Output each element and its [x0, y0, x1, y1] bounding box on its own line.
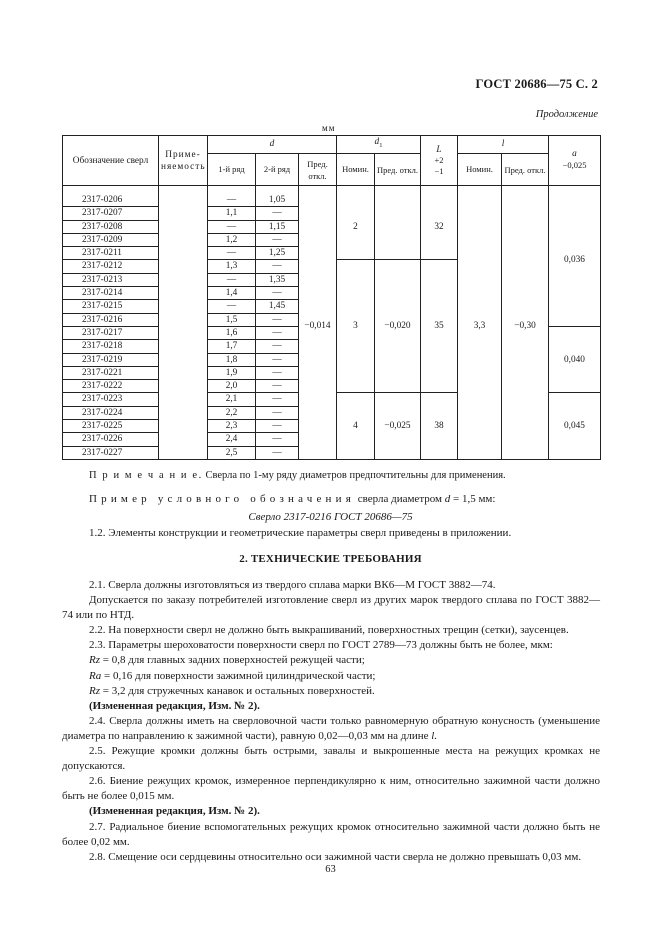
diameter-row1: 1,7 — [208, 340, 256, 353]
page-header: ГОСТ 20686—75 С. 2 — [475, 77, 598, 91]
l-tolerance: −0,30 — [502, 186, 549, 460]
d1-tolerance: −0,020 — [375, 260, 421, 393]
roughness-rz-1: Rz = 0,8 для главных задних поверхностей режущей части; — [89, 654, 365, 667]
d1-tolerance: −0,025 — [375, 393, 421, 459]
paragraph-2-2: 2.2. На поверхности сверл не должно быть выкрашиваний, поверхностных трещин (сетки), заусенцев. — [89, 624, 569, 637]
length-nominal: 32 — [421, 186, 458, 260]
drill-code: 2317-0222 — [63, 380, 159, 393]
diameter-row1: 1,3 — [208, 260, 256, 273]
header-d: d — [208, 136, 337, 154]
diameter-row2: — — [256, 353, 299, 366]
diameter-row2: 1,35 — [256, 273, 299, 286]
diameter-row2: 1,15 — [256, 220, 299, 233]
diameter-row2: — — [256, 380, 299, 393]
header-L: L +2 −1 — [421, 136, 458, 186]
drill-code: 2317-0214 — [63, 287, 159, 300]
diameter-row1: — — [208, 300, 256, 313]
roughness-rz-2: Rz = 3,2 для стружечных канавок и остальных поверхностей. — [89, 684, 375, 697]
diameter-row1: 2,0 — [208, 380, 256, 393]
header-d1-tol: Пред. откл. — [375, 154, 421, 186]
a-nominal: 0,036 — [549, 186, 601, 327]
diameter-tolerance: −0,014 — [299, 186, 337, 460]
header-l: l — [458, 136, 549, 154]
diameter-row1: — — [208, 220, 256, 233]
diameter-row2: — — [256, 340, 299, 353]
diameter-row1: 1,9 — [208, 366, 256, 379]
diameter-row2: — — [256, 366, 299, 379]
revision-note-1: (Измененная редакция, Изм. № 2). — [89, 699, 260, 712]
drill-code: 2317-0221 — [63, 366, 159, 379]
header-d1-nom: Номин. — [337, 154, 375, 186]
drill-code: 2317-0219 — [63, 353, 159, 366]
diameter-row1: 1,2 — [208, 233, 256, 246]
diameter-row2: — — [256, 446, 299, 459]
diameter-row2: — — [256, 313, 299, 326]
diameter-row1: 2,3 — [208, 420, 256, 433]
d1-tolerance-blank — [375, 186, 421, 260]
page-number: 63 — [325, 864, 336, 875]
roughness-ra: Ra = 0,16 для поверхности зажимной цилиндрической части; — [89, 669, 376, 682]
paragraph-2-8: 2.8. Смещение оси сердцевины относительно оси зажимной части сверла не должно превышать 0,03 мм. — [89, 850, 582, 863]
paragraph-2-1-b: Допускается по заказу потребителей изготовление сверл из других марок твердого сплава по ГОСТ 3882—74 или по НТД. — [62, 594, 600, 622]
diameter-row1: — — [208, 247, 256, 260]
drill-code: 2317-0217 — [63, 326, 159, 339]
diameter-row2: 1,25 — [256, 247, 299, 260]
applicability-cell — [159, 186, 208, 460]
paragraph-2-5: 2.5. Режущие кромки должны быть острыми, завалы и выкрошенные места на режущих кромках не допускаются. — [62, 745, 600, 773]
length-nominal: 35 — [421, 260, 458, 393]
diameter-row1: 2,4 — [208, 433, 256, 446]
header-d-row2: 2-й ряд — [256, 154, 299, 186]
header-l-nom: Номин. — [458, 154, 502, 186]
diameter-row1: — — [208, 273, 256, 286]
header-d1: $d_1$ — [337, 136, 421, 154]
header-l-tol: Пред. откл. — [502, 154, 549, 186]
diameter-row2: — — [256, 420, 299, 433]
paragraph-2-7: 2.7. Радиальное биение вспомогательных режущих кромок относительно зажимной части должно быть не более 0,02 мм. — [62, 820, 600, 848]
d1-nominal: 4 — [337, 393, 375, 459]
drill-code: 2317-0224 — [63, 406, 159, 419]
paragraph-2-1: 2.1. Сверла должны изготовляться из твердого сплава марки ВК6—М ГОСТ 3882—74. — [89, 579, 496, 591]
drill-code: 2317-0223 — [63, 393, 159, 406]
diameter-row2: — — [256, 326, 299, 339]
drill-code: 2317-0213 — [63, 273, 159, 286]
table-row — [63, 186, 601, 207]
diameter-row2: — — [256, 406, 299, 419]
diameter-row1: 2,5 — [208, 446, 256, 459]
drill-code: 2317-0207 — [63, 207, 159, 220]
drill-code: 2317-0215 — [63, 300, 159, 313]
revision-note-2: (Измененная редакция, Изм. № 2). — [89, 805, 260, 818]
drill-dimensions-table — [62, 135, 601, 460]
drill-code: 2317-0225 — [63, 420, 159, 433]
diameter-row1: 1,4 — [208, 287, 256, 300]
l-nominal: 3,3 — [458, 186, 502, 460]
table-body — [63, 186, 601, 460]
unit-label: мм — [322, 123, 336, 133]
diameter-row2: — — [256, 233, 299, 246]
drill-code: 2317-0206 — [63, 186, 159, 207]
header-d-row1: 1-й ряд — [208, 154, 256, 186]
section-title: 2. ТЕХНИЧЕСКИЕ ТРЕБОВАНИЯ — [239, 553, 422, 565]
diameter-row1: 1,5 — [208, 313, 256, 326]
diameter-row2: — — [256, 393, 299, 406]
header-d-tol: Пред. откл. — [299, 154, 337, 186]
drill-code: 2317-0218 — [63, 340, 159, 353]
designation-example: Пример условного обозначения сверла диаметром d = 1,5 мм: — [89, 493, 496, 505]
header-a: а −0,025 — [549, 136, 601, 186]
diameter-row1: — — [208, 186, 256, 207]
diameter-row2: 1,45 — [256, 300, 299, 313]
section-2-text — [62, 578, 600, 865]
drill-code: 2317-0227 — [63, 446, 159, 459]
table-note: П р и м е ч а н и е. Сверла по 1-му ряду диаметров предпочтительны для применения. — [89, 470, 506, 481]
diameter-row1: 1,1 — [208, 207, 256, 220]
diameter-row1: 1,6 — [208, 326, 256, 339]
diameter-row2: — — [256, 260, 299, 273]
d1-nominal: 2 — [337, 186, 375, 260]
a-nominal: 0,045 — [549, 393, 601, 459]
designation-example-value: Сверло 2317-0216 ГОСТ 20686—75 — [248, 511, 413, 523]
diameter-row2: — — [256, 287, 299, 300]
drill-code: 2317-0216 — [63, 313, 159, 326]
header-applicability: Приме-няемость — [159, 136, 208, 186]
drill-code: 2317-0211 — [63, 247, 159, 260]
continued-label: Продолжение — [535, 109, 598, 120]
drill-code: 2317-0209 — [63, 233, 159, 246]
diameter-row2: 1,05 — [256, 186, 299, 207]
drill-code: 2317-0208 — [63, 220, 159, 233]
drill-code: 2317-0226 — [63, 433, 159, 446]
paragraph-2-4: 2.4. Сверла должны иметь на сверловочной части только равномерную обратную конусность (уменьшение диаметра по направлению к зажимной части), равную 0,02—0,03 мм на длине l. — [62, 714, 600, 742]
header-designation: Обозначение сверл — [63, 136, 159, 186]
paragraph-2-6: 2.6. Биение режущих кромок, измеренное перпендикулярно к ним, относительно зажимной части должно быть не более 0,015 мм. — [62, 775, 600, 803]
diameter-row2: — — [256, 433, 299, 446]
a-nominal: 0,040 — [549, 326, 601, 392]
d1-nominal: 3 — [337, 260, 375, 393]
diameter-row1: 2,1 — [208, 393, 256, 406]
diameter-row1: 1,8 — [208, 353, 256, 366]
drill-code: 2317-0212 — [63, 260, 159, 273]
paragraph-1-2: 1.2. Элементы конструкции и геометрические параметры сверл приведены в приложении. — [89, 527, 512, 539]
diameter-row1: 2,2 — [208, 406, 256, 419]
diameter-row2: — — [256, 207, 299, 220]
paragraph-2-3: 2.3. Параметры шероховатости поверхности сверл по ГОСТ 2789—73 должны быть не более, мкм: — [89, 639, 553, 652]
length-nominal: 38 — [421, 393, 458, 459]
